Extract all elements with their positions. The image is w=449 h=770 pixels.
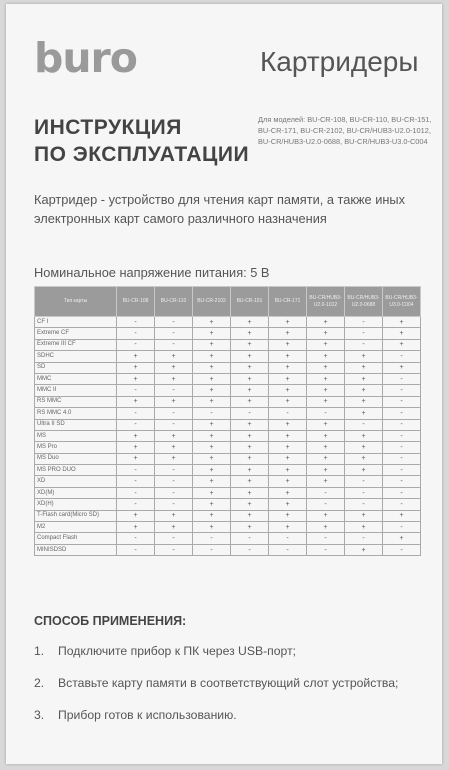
- table-row: [35, 465, 421, 476]
- support-cell: +: [155, 510, 193, 521]
- support-cell: +: [117, 373, 155, 384]
- step-number: 3.: [34, 708, 45, 722]
- support-cell: -: [193, 533, 231, 544]
- support-cell: +: [231, 442, 269, 453]
- support-cell: +: [345, 351, 383, 362]
- support-cell: -: [155, 476, 193, 487]
- support-cell: +: [307, 373, 345, 384]
- support-cell: -: [383, 465, 421, 476]
- voltage-spec: Номинальное напряжение питания: 5 В: [34, 265, 270, 280]
- support-cell: -: [155, 487, 193, 498]
- table-row: [35, 419, 421, 430]
- support-cell: +: [269, 442, 307, 453]
- usage-step: [34, 644, 296, 658]
- support-cell: +: [307, 510, 345, 521]
- support-cell: -: [117, 465, 155, 476]
- support-cell: +: [383, 328, 421, 339]
- column-header-model: BU-CR-151: [231, 287, 269, 317]
- support-cell: -: [269, 533, 307, 544]
- support-cell: +: [307, 465, 345, 476]
- support-cell: -: [117, 544, 155, 555]
- table-row: [35, 476, 421, 487]
- instruction-page: [6, 4, 442, 764]
- support-cell: -: [117, 408, 155, 419]
- table-row: [35, 544, 421, 555]
- document-title-line-2: ПО ЭКСПЛУАТАЦИИ: [34, 143, 250, 166]
- support-cell: -: [307, 499, 345, 510]
- description-line: Картридер - устройство для чтения карт памяти, а также иных: [34, 192, 406, 207]
- support-cell: +: [345, 453, 383, 464]
- usage-title: СПОСОБ ПРИМЕНЕНИЯ:: [34, 614, 187, 628]
- card-type-cell: Extreme CF: [35, 328, 117, 339]
- support-cell: +: [193, 465, 231, 476]
- card-type-cell: M2: [35, 522, 117, 533]
- support-cell: -: [117, 476, 155, 487]
- table-row: [35, 339, 421, 350]
- support-cell: +: [193, 362, 231, 373]
- support-cell: -: [117, 533, 155, 544]
- table-row: [35, 487, 421, 498]
- support-cell: +: [345, 430, 383, 441]
- table-row: [35, 533, 421, 544]
- support-cell: -: [345, 476, 383, 487]
- support-cell: -: [155, 499, 193, 510]
- card-type-cell: MMC: [35, 373, 117, 384]
- support-cell: -: [383, 408, 421, 419]
- support-cell: -: [193, 408, 231, 419]
- support-cell: +: [269, 351, 307, 362]
- description-line: электронных карт самого различного назначения: [34, 211, 327, 226]
- support-cell: +: [155, 522, 193, 533]
- support-cell: -: [231, 544, 269, 555]
- description: [34, 190, 434, 228]
- support-cell: +: [117, 522, 155, 533]
- support-cell: +: [383, 317, 421, 328]
- support-cell: +: [269, 385, 307, 396]
- support-cell: -: [383, 385, 421, 396]
- support-cell: +: [269, 510, 307, 521]
- support-cell: +: [155, 351, 193, 362]
- table-row: [35, 408, 421, 419]
- table-row: [35, 453, 421, 464]
- support-cell: +: [307, 453, 345, 464]
- support-cell: +: [117, 396, 155, 407]
- support-cell: +: [269, 522, 307, 533]
- support-cell: -: [231, 533, 269, 544]
- support-cell: -: [345, 533, 383, 544]
- support-cell: -: [383, 499, 421, 510]
- column-header-model: BU-CR-171: [269, 287, 307, 317]
- support-cell: +: [269, 339, 307, 350]
- support-cell: +: [307, 351, 345, 362]
- support-cell: +: [307, 396, 345, 407]
- support-cell: +: [193, 317, 231, 328]
- support-cell: +: [383, 533, 421, 544]
- card-type-cell: T-Flash card(Micro SD): [35, 510, 117, 521]
- support-cell: -: [117, 385, 155, 396]
- support-cell: -: [345, 499, 383, 510]
- support-cell: -: [307, 533, 345, 544]
- support-cell: +: [155, 453, 193, 464]
- models-list: [258, 114, 436, 147]
- step-text: Вставьте карту памяти в соответствующий слот устройства;: [58, 676, 399, 690]
- support-cell: +: [231, 430, 269, 441]
- support-cell: +: [231, 419, 269, 430]
- card-type-cell: SDHC: [35, 351, 117, 362]
- table-row: [35, 351, 421, 362]
- support-cell: +: [269, 396, 307, 407]
- support-cell: +: [383, 362, 421, 373]
- card-type-cell: Extreme III CF: [35, 339, 117, 350]
- support-cell: -: [155, 328, 193, 339]
- support-cell: +: [231, 373, 269, 384]
- support-cell: +: [269, 453, 307, 464]
- support-cell: +: [117, 453, 155, 464]
- support-cell: +: [307, 419, 345, 430]
- support-cell: -: [345, 487, 383, 498]
- support-cell: -: [345, 328, 383, 339]
- card-type-cell: XD(M): [35, 487, 117, 498]
- support-cell: -: [307, 544, 345, 555]
- support-cell: +: [345, 442, 383, 453]
- support-cell: -: [383, 476, 421, 487]
- support-cell: +: [307, 317, 345, 328]
- column-header-model: BU-CR-108: [117, 287, 155, 317]
- support-cell: -: [117, 487, 155, 498]
- support-cell: +: [193, 453, 231, 464]
- card-type-cell: RS MMC 4.0: [35, 408, 117, 419]
- table-row: [35, 442, 421, 453]
- support-cell: +: [269, 476, 307, 487]
- models-line: BU-CR-171, BU-CR-2102, BU-CR/HUB3-U2.0-1012,: [258, 126, 431, 135]
- support-cell: +: [269, 430, 307, 441]
- support-cell: -: [155, 544, 193, 555]
- support-cell: +: [231, 465, 269, 476]
- support-cell: +: [231, 453, 269, 464]
- support-cell: +: [307, 430, 345, 441]
- card-type-cell: XD(H): [35, 499, 117, 510]
- card-type-cell: XD: [35, 476, 117, 487]
- table-row: [35, 328, 421, 339]
- card-type-cell: SD: [35, 362, 117, 373]
- column-header-model: BU-CR/HUB3-U3.0-C004: [383, 287, 421, 317]
- usage-step: [34, 708, 237, 722]
- support-cell: +: [155, 430, 193, 441]
- support-cell: +: [269, 373, 307, 384]
- support-cell: +: [193, 430, 231, 441]
- table-row: [35, 385, 421, 396]
- support-cell: +: [117, 442, 155, 453]
- card-type-cell: CF I: [35, 317, 117, 328]
- table-body: [35, 317, 421, 556]
- compatibility-table: [34, 286, 421, 556]
- support-cell: +: [383, 339, 421, 350]
- support-cell: +: [269, 465, 307, 476]
- card-type-cell: MS: [35, 430, 117, 441]
- support-cell: +: [231, 317, 269, 328]
- support-cell: -: [383, 453, 421, 464]
- table-row: [35, 317, 421, 328]
- support-cell: +: [193, 476, 231, 487]
- support-cell: -: [383, 544, 421, 555]
- support-cell: +: [193, 373, 231, 384]
- support-cell: +: [383, 510, 421, 521]
- support-cell: +: [269, 499, 307, 510]
- support-cell: +: [155, 396, 193, 407]
- support-cell: +: [117, 430, 155, 441]
- card-type-cell: Compact Flash: [35, 533, 117, 544]
- support-cell: +: [269, 328, 307, 339]
- support-cell: -: [155, 339, 193, 350]
- support-cell: +: [231, 487, 269, 498]
- column-header-card-type: Тип карты: [35, 287, 117, 317]
- usage-step: [34, 676, 398, 690]
- support-cell: +: [231, 385, 269, 396]
- support-cell: +: [117, 510, 155, 521]
- support-cell: -: [155, 533, 193, 544]
- table-row: [35, 510, 421, 521]
- support-cell: -: [155, 465, 193, 476]
- support-cell: +: [231, 339, 269, 350]
- compatibility-table-wrap: [34, 286, 420, 556]
- support-cell: +: [345, 510, 383, 521]
- support-cell: +: [193, 487, 231, 498]
- brand-logo: buro: [34, 34, 137, 82]
- support-cell: -: [383, 419, 421, 430]
- step-number: 1.: [34, 644, 45, 658]
- support-cell: +: [231, 351, 269, 362]
- support-cell: +: [345, 385, 383, 396]
- support-cell: +: [269, 419, 307, 430]
- support-cell: +: [345, 396, 383, 407]
- support-cell: +: [193, 442, 231, 453]
- support-cell: +: [345, 362, 383, 373]
- support-cell: -: [345, 419, 383, 430]
- support-cell: -: [117, 317, 155, 328]
- support-cell: +: [269, 362, 307, 373]
- table-header-row: [35, 287, 421, 317]
- support-cell: -: [345, 339, 383, 350]
- support-cell: +: [193, 522, 231, 533]
- support-cell: -: [383, 487, 421, 498]
- support-cell: -: [383, 373, 421, 384]
- support-cell: +: [307, 476, 345, 487]
- support-cell: +: [307, 328, 345, 339]
- support-cell: -: [383, 396, 421, 407]
- support-cell: +: [269, 317, 307, 328]
- card-type-cell: Ultra II SD: [35, 419, 117, 430]
- card-type-cell: MS Pro: [35, 442, 117, 453]
- support-cell: +: [231, 362, 269, 373]
- support-cell: +: [231, 499, 269, 510]
- table-row: [35, 373, 421, 384]
- support-cell: +: [155, 362, 193, 373]
- document-title-line-1: ИНСТРУКЦИЯ: [34, 116, 182, 139]
- models-line: Для моделей: BU-CR-108, BU-CR-110, BU-CR-151,: [258, 115, 432, 124]
- support-cell: +: [193, 385, 231, 396]
- section-title: Картридеры: [260, 46, 419, 77]
- support-cell: +: [345, 408, 383, 419]
- support-cell: -: [383, 442, 421, 453]
- support-cell: +: [231, 522, 269, 533]
- support-cell: +: [307, 362, 345, 373]
- support-cell: -: [155, 317, 193, 328]
- support-cell: +: [345, 373, 383, 384]
- support-cell: -: [117, 499, 155, 510]
- support-cell: +: [117, 351, 155, 362]
- support-cell: +: [345, 544, 383, 555]
- card-type-cell: MS PRO DUO: [35, 465, 117, 476]
- support-cell: +: [155, 373, 193, 384]
- models-line: BU-CR/HUB3-U2.0-0688, BU-CR/HUB3-U3.0-C004: [258, 137, 428, 146]
- table-row: [35, 396, 421, 407]
- support-cell: -: [269, 544, 307, 555]
- table-row: [35, 362, 421, 373]
- support-cell: -: [307, 487, 345, 498]
- support-cell: +: [193, 339, 231, 350]
- support-cell: -: [155, 408, 193, 419]
- support-cell: -: [307, 408, 345, 419]
- column-header-model: BU-CR-110: [155, 287, 193, 317]
- table-row: [35, 522, 421, 533]
- support-cell: +: [117, 362, 155, 373]
- card-type-cell: MMC II: [35, 385, 117, 396]
- support-cell: -: [117, 328, 155, 339]
- support-cell: -: [269, 408, 307, 419]
- card-type-cell: MS Duo: [35, 453, 117, 464]
- support-cell: +: [307, 442, 345, 453]
- card-type-cell: MINISDSD: [35, 544, 117, 555]
- column-header-model: BU-CR/HUB3-U2.0-1012: [307, 287, 345, 317]
- support-cell: +: [231, 510, 269, 521]
- support-cell: +: [193, 351, 231, 362]
- support-cell: -: [345, 317, 383, 328]
- step-text: Подключите прибор к ПК через USB-порт;: [58, 644, 297, 658]
- column-header-model: BU-CR/HUB3-U2.0-0688: [345, 287, 383, 317]
- support-cell: +: [193, 510, 231, 521]
- support-cell: +: [231, 476, 269, 487]
- support-cell: +: [193, 328, 231, 339]
- support-cell: -: [155, 385, 193, 396]
- support-cell: +: [345, 465, 383, 476]
- support-cell: +: [193, 396, 231, 407]
- support-cell: -: [117, 419, 155, 430]
- support-cell: -: [193, 544, 231, 555]
- support-cell: +: [231, 328, 269, 339]
- step-number: 2.: [34, 676, 45, 690]
- support-cell: +: [269, 487, 307, 498]
- support-cell: -: [231, 408, 269, 419]
- support-cell: -: [383, 522, 421, 533]
- support-cell: -: [117, 339, 155, 350]
- support-cell: +: [231, 396, 269, 407]
- support-cell: +: [307, 522, 345, 533]
- support-cell: -: [383, 351, 421, 362]
- table-row: [35, 430, 421, 441]
- support-cell: -: [155, 419, 193, 430]
- step-text: Прибор готов к использованию.: [58, 708, 237, 722]
- support-cell: +: [307, 339, 345, 350]
- support-cell: -: [383, 430, 421, 441]
- support-cell: +: [193, 499, 231, 510]
- document-title: [34, 114, 249, 168]
- support-cell: +: [307, 385, 345, 396]
- table-row: [35, 499, 421, 510]
- support-cell: +: [155, 442, 193, 453]
- support-cell: +: [345, 522, 383, 533]
- support-cell: +: [193, 419, 231, 430]
- card-type-cell: RS MMC: [35, 396, 117, 407]
- column-header-model: BU-CR-2102: [193, 287, 231, 317]
